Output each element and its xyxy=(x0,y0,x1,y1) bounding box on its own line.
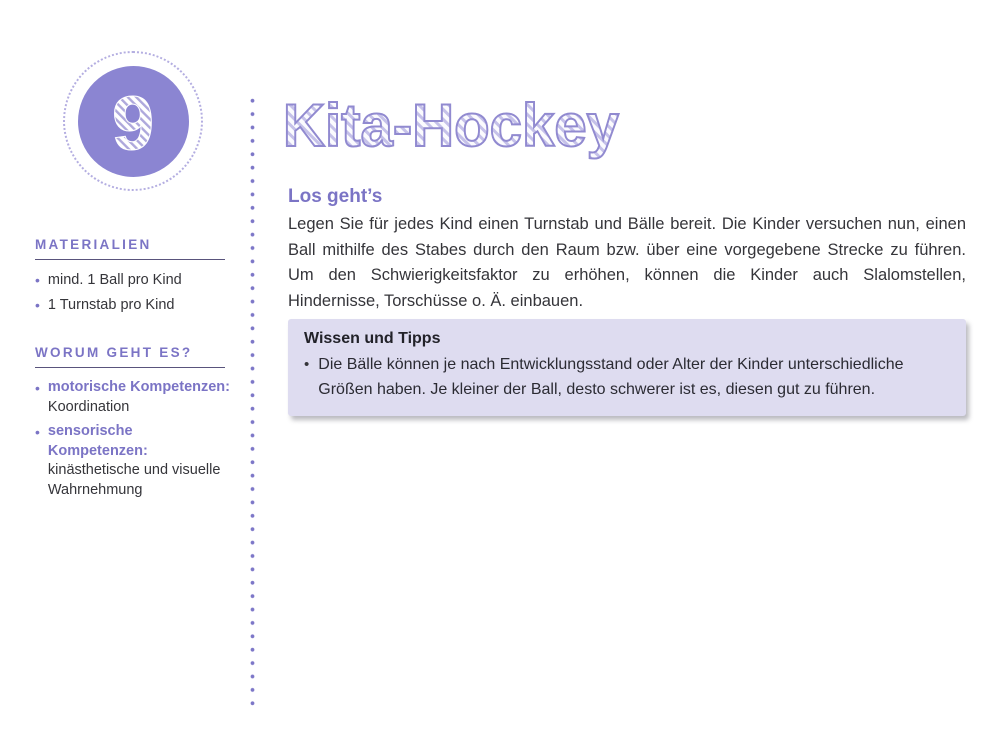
bullet-icon: • xyxy=(35,272,40,288)
list-item xyxy=(35,378,231,417)
material-item-text: mind. 1 Ball pro Kind xyxy=(47,272,182,288)
tips-box xyxy=(288,319,966,416)
competence-label: motorische Kompetenzen: xyxy=(47,379,230,395)
materials-list xyxy=(35,270,231,315)
page-title: Kita-Hockey xyxy=(283,92,620,159)
page-title-art xyxy=(281,88,701,172)
materials-divider xyxy=(35,259,225,260)
list-item xyxy=(35,270,231,290)
chapter-badge xyxy=(78,66,189,177)
about-heading: WORUM GEHT ES? xyxy=(35,345,193,360)
chapter-badge-ring xyxy=(63,51,203,191)
tips-heading: Wissen und Tipps xyxy=(304,330,441,347)
about-list xyxy=(35,378,231,500)
materials-heading: MATERIALIEN xyxy=(35,237,152,252)
material-item-text: 1 Turnstab pro Kind xyxy=(47,297,175,313)
about-section xyxy=(35,345,231,505)
tips-item xyxy=(304,352,950,402)
about-divider xyxy=(35,367,225,368)
tips-item-text: Die Bälle können je nach Entwicklungsstand oder Alter der Kinder unterschiedliche Größen haben. Je kleiner der Ball, desto schwerer ist es, diesen gut zu führen. xyxy=(318,356,904,398)
list-item xyxy=(35,295,231,315)
bullet-icon: • xyxy=(35,297,40,313)
chapter-number: 9 xyxy=(111,81,154,166)
materials-section xyxy=(35,237,231,320)
competence-detail: kinästhetische und visuelle Wahrnehmung xyxy=(47,462,221,498)
competence-label: sensorische Kompetenzen: xyxy=(47,423,148,459)
chapter-number-art xyxy=(78,66,189,177)
intro-paragraph: Legen Sie für jedes Kind einen Turnstab und Bälle bereit. Die Kinder versuchen nun, einen Ball mithilfe des Stabes durch den Raum bzw. über eine vorgegebene Strecke zu führen. Um den Schwierigkeitsfaktor zu erhöhen, können die Kinder auch Slalomstellen, Hindernisse, Torschüsse o. Ä. einbauen. xyxy=(288,215,966,310)
bullet-icon: • xyxy=(35,380,40,396)
intro-heading: Los geht’s xyxy=(288,186,383,207)
dotted-divider xyxy=(250,94,255,714)
bullet-icon: • xyxy=(304,356,310,373)
list-item xyxy=(35,422,231,500)
bullet-icon: • xyxy=(35,424,40,440)
competence-detail: Koordination xyxy=(47,398,130,415)
